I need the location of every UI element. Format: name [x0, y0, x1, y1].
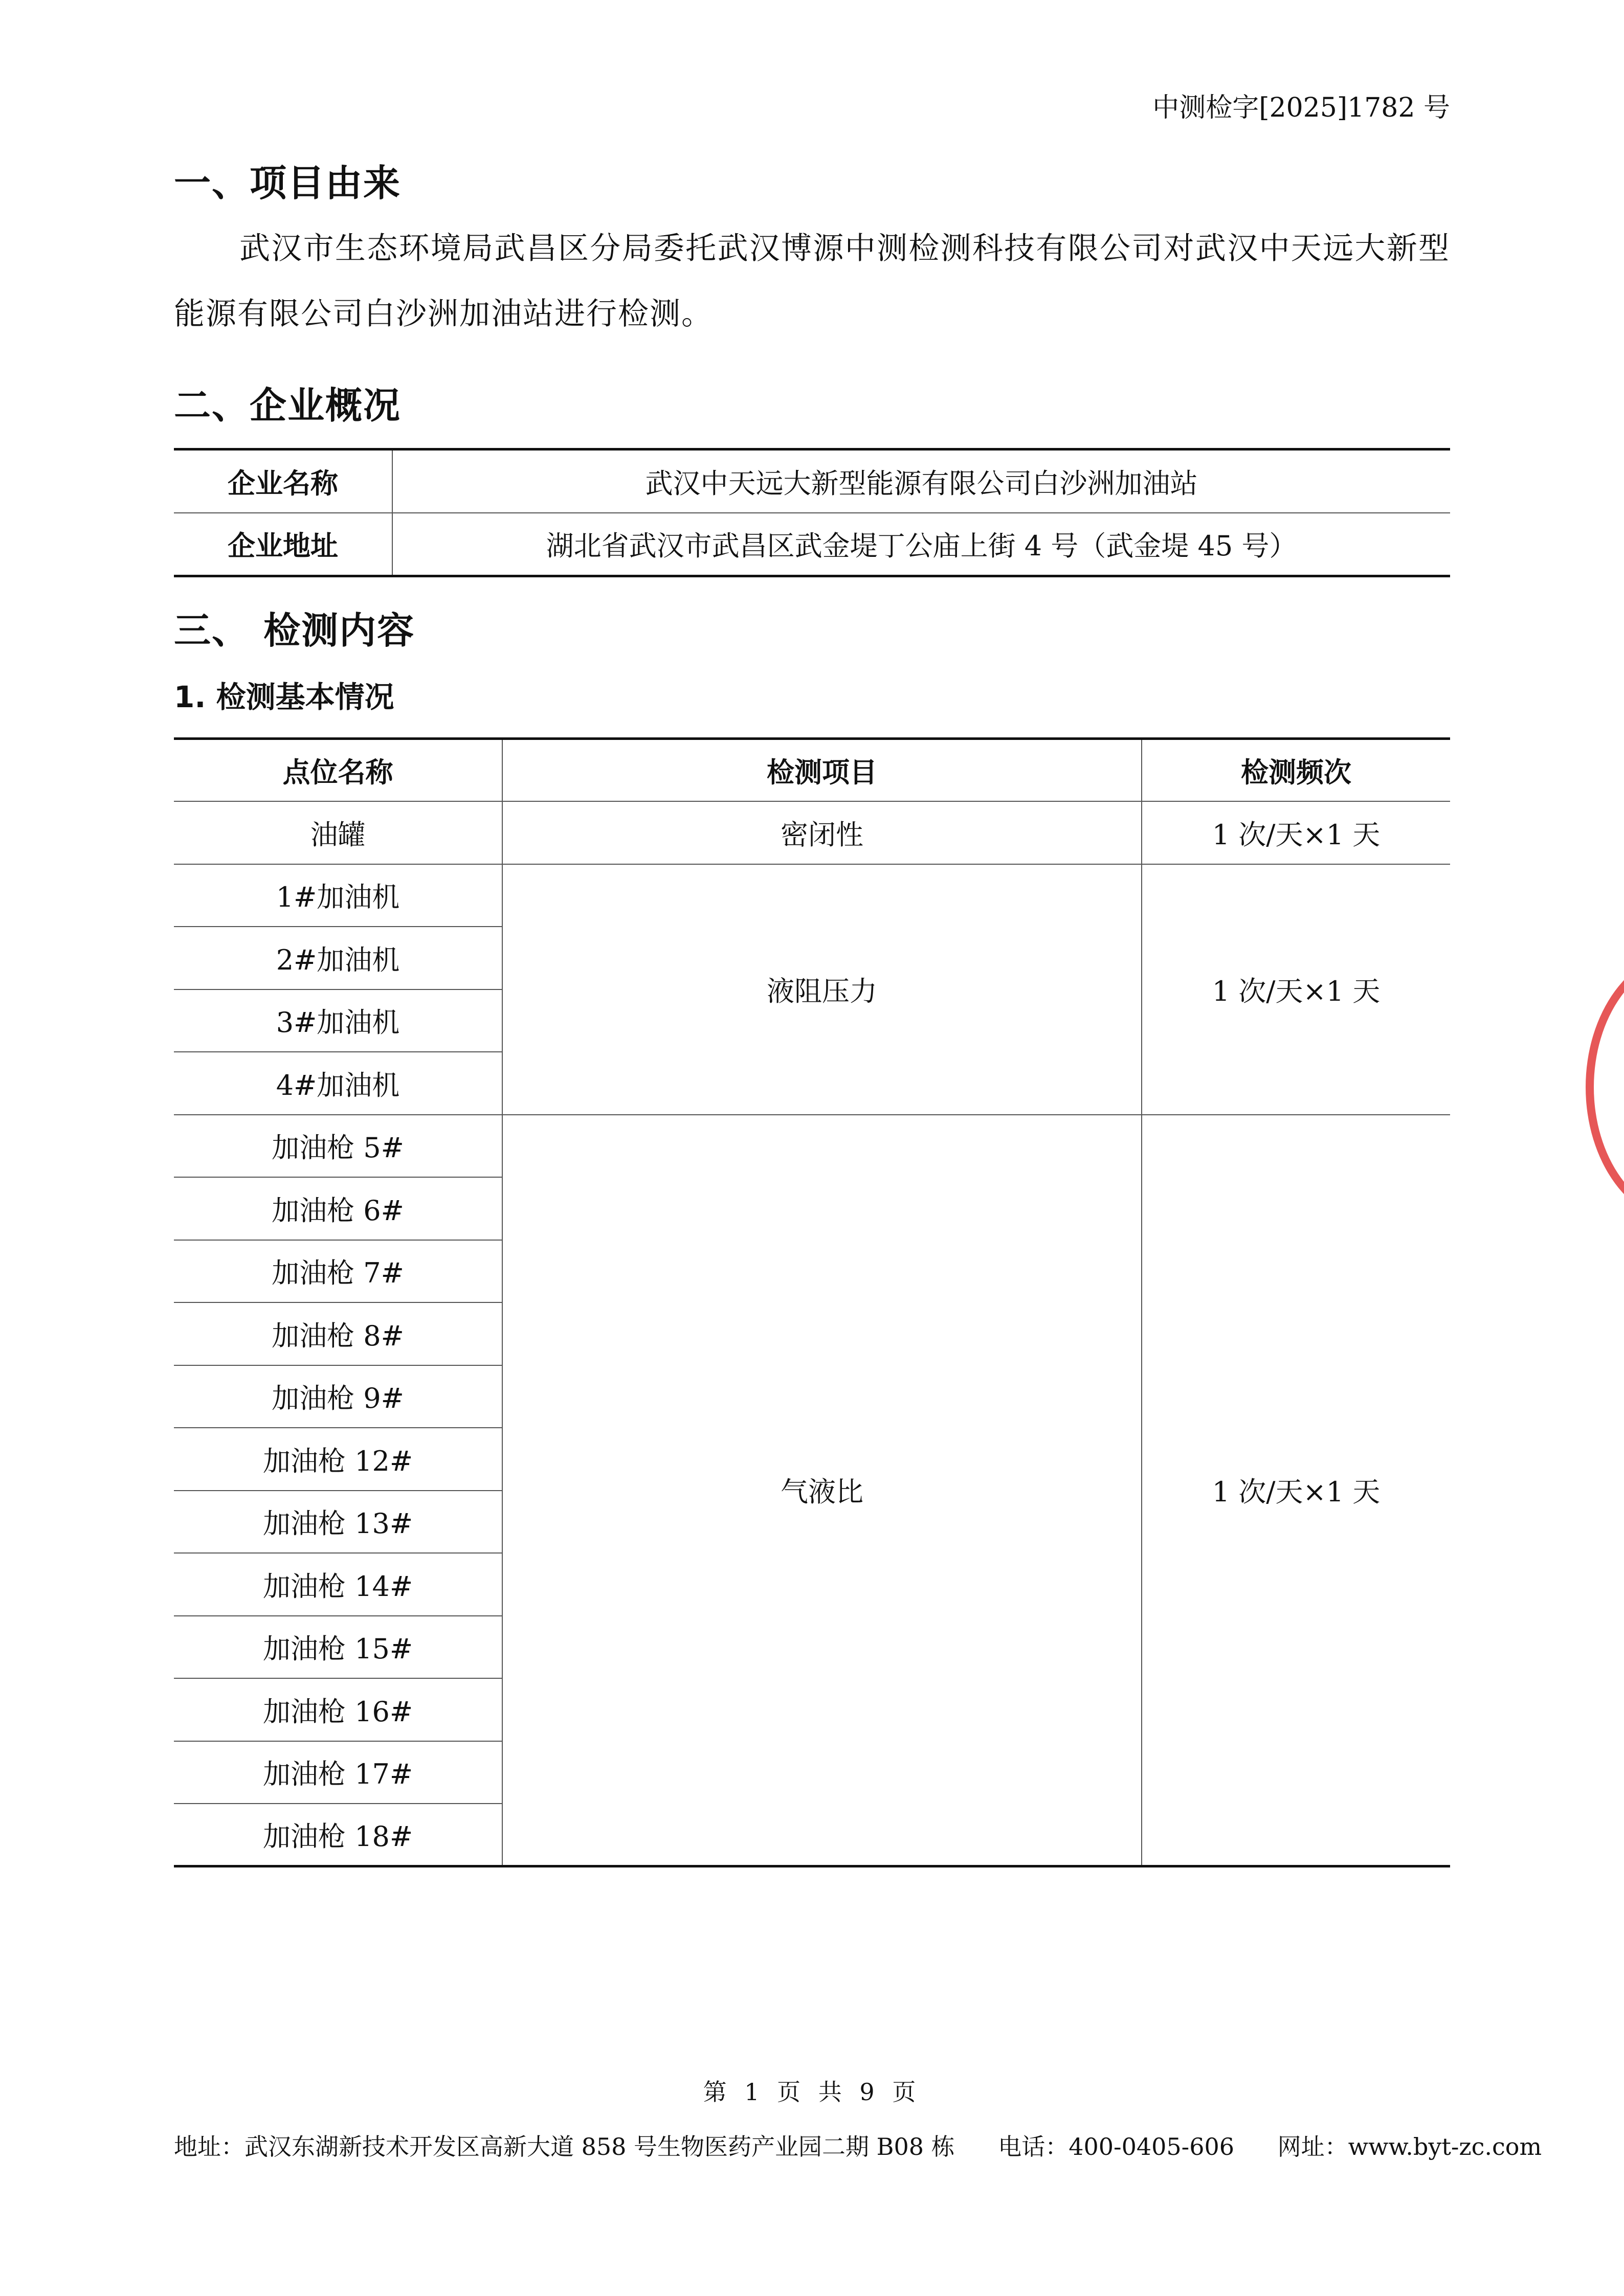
test-frequency: 1 次/天×1 天 [1142, 1115, 1450, 1866]
point-name: 加油枪 5# [174, 1115, 502, 1178]
point-name: 加油枪 18# [174, 1804, 502, 1866]
test-item: 气液比 [502, 1115, 1142, 1866]
section-3-heading: 三、 检测内容 [174, 609, 415, 652]
column-header-item: 检测项目 [502, 739, 1142, 802]
point-name: 加油枪 8# [174, 1302, 502, 1365]
test-item: 液阻压力 [502, 864, 1142, 1115]
point-name: 加油枪 6# [174, 1177, 502, 1240]
test-frequency: 1 次/天×1 天 [1142, 864, 1450, 1115]
report-number: 中测检字[2025]1782 号 [1152, 93, 1450, 123]
point-name: 加油枪 17# [174, 1741, 502, 1804]
company-address-label: 企业地址 [174, 513, 392, 576]
table-row [174, 864, 1450, 927]
footer-contact [174, 2128, 1577, 2162]
company-info-table [174, 448, 1450, 577]
point-name: 加油枪 16# [174, 1678, 502, 1741]
point-name: 4#加油机 [174, 1052, 502, 1115]
table-row [174, 1115, 1450, 1178]
company-seal [1586, 951, 1624, 1223]
company-name-value: 武汉中天远大新型能源有限公司白沙洲加油站 [392, 449, 1450, 513]
table-header-row [174, 739, 1450, 802]
column-header-point: 点位名称 [174, 739, 502, 802]
page-number: 第 1 页 共 9 页 [703, 2078, 921, 2106]
point-name: 1#加油机 [174, 864, 502, 927]
test-plan-table [174, 737, 1450, 1867]
section-2-heading: 二、企业概况 [174, 384, 402, 427]
point-name: 2#加油机 [174, 927, 502, 989]
point-name: 油罐 [174, 801, 502, 864]
test-frequency: 1 次/天×1 天 [1142, 801, 1450, 864]
point-name: 加油枪 9# [174, 1365, 502, 1428]
section-1-heading: 一、项目由来 [174, 162, 402, 205]
table-row [174, 801, 1450, 864]
point-name: 加油枪 13# [174, 1491, 502, 1554]
company-name-label: 企业名称 [174, 449, 392, 513]
point-name: 加油枪 15# [174, 1616, 502, 1679]
footer-address: 地址：武汉东湖新技术开发区高新大道 858 号生物医药产业园二期 B08 栋 [174, 2133, 955, 2160]
column-header-frequency: 检测频次 [1142, 739, 1450, 802]
test-item: 密闭性 [502, 801, 1142, 864]
point-name: 加油枪 7# [174, 1240, 502, 1303]
footer-phone: 电话：400-0405-606 [998, 2133, 1235, 2160]
table-row [174, 449, 1450, 513]
point-name: 加油枪 12# [174, 1428, 502, 1491]
point-name: 加油枪 14# [174, 1553, 502, 1616]
company-address-value: 湖北省武汉市武昌区武金堤丁公庙上街 4 号（武金堤 45 号） [392, 513, 1450, 576]
point-name: 3#加油机 [174, 989, 502, 1052]
section-1-paragraph: 武汉市生态环境局武昌区分局委托武汉博源中测检测科技有限公司对武汉中天远大新型能源有限公司白沙洲加油站进行检测。 [174, 231, 1450, 332]
table-row [174, 513, 1450, 576]
footer-website: 网址：www.byt-zc.com [1277, 2133, 1542, 2160]
section-3-subheading: 1. 检测基本情况 [174, 680, 394, 714]
